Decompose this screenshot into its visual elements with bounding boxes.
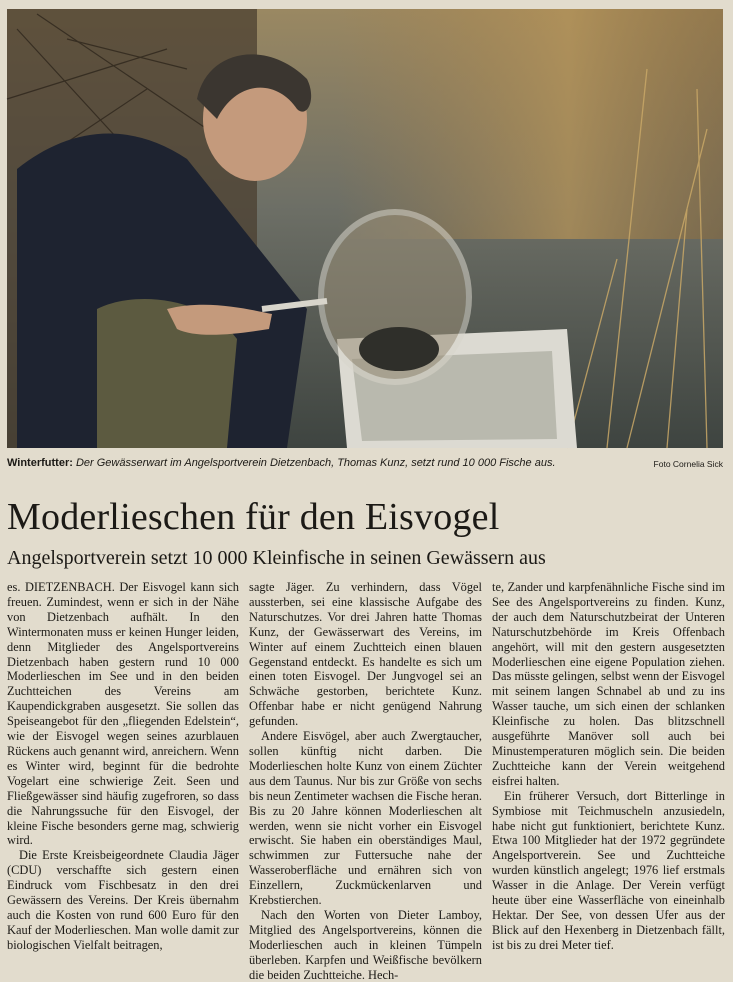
article-subheadline: Angelsportverein setzt 10 000 Kleinfische in seinen Gewässern aus	[7, 547, 546, 569]
paragraph: es. DIETZENBACH. Der Eisvogel kann sich freuen. Zumindest, wenn er sich in der Nähe von Dietzenbach aufhält. In den Wintermonaten muss er keinen Hunger leiden, denn Mitglieder des Angelsportvereins Dietzenbach haben gestern rund 10 000 Moderlieschen im See und in den beiden Zuchtteichen des Vereins am Kaupendickgraben ausgesetzt. Sie sollen das Speiseangebot für den „fliegenden Edelstein“, wie der Eisvogel wegen seines azurblauen Rückens auch genannt wird, anreichern. Wenn es Winter wird, beginnt für die bedrohte Vogelart eine schwierige Zeit. Seen und Fließgewässer sind häufig zugefroren, so dass die Nahrungssuche für den Eisvogel, der kleine Fische besonders gerne mag, schwierig wird.	[7, 580, 239, 848]
paragraph: Die Erste Kreisbeigeordnete Claudia Jäger (CDU) verschaffte sich gestern einen Eindruck vom Fischbesatz in den drei Gewässern des Vereins. Der Kreis übernahm auch die Kosten von rund 600 Euro für den Kauf der Moderlieschen. Man wolle damit zur biologischen Vielfalt beitragen,	[7, 848, 239, 952]
photo-scene-icon	[7, 9, 723, 448]
paragraph: Andere Eisvögel, aber auch Zwergtaucher, sollen künftig nicht darben. Die Moderlieschen holte Kunz von einem Züchter aus dem Taunus. Nur bis zur Größe von sechs bis neun Zentimeter wachsen die Fische heran. Bis zu 20 Jahre können Moderlieschen alt werden, wenn sie nicht vorher ein Eisvogel erwischt. Sie haben ein oberständiges Maul, schwimmen zur Futtersuche nahe der Wasseroberfläche und ernähren sich von Einzellern, Zuckmückenlarven und Krebstierchen.	[249, 729, 482, 908]
article-headline: Moderlieschen für den Eisvogel	[7, 496, 500, 538]
photo-credit: Foto Cornelia Sick	[653, 459, 723, 469]
article-column-2	[249, 580, 482, 982]
article-column-3	[492, 580, 725, 968]
article-photo	[7, 9, 723, 448]
article-column-1	[7, 580, 239, 968]
photo-caption	[7, 455, 723, 471]
caption-text: Der Gewässerwart im Angelsportverein Dietzenbach, Thomas Kunz, setzt rund 10 000 Fische aus.	[72, 457, 556, 469]
caption-lead: Winterfutter:	[7, 457, 73, 469]
paragraph: Ein früherer Versuch, dort Bitterlinge in Symbiose mit Teichmuscheln anzusiedeln, habe nicht gut funktioniert, berichtete Kunz. Etwa 100 Mitglieder hat der 1972 gegründete Angelsportverein. See und Zuchtteiche wurden künstlich angelegt; 1976 lief erstmals Wasser in die Anlage. Der Verein verfügt heute über eine Wasserfläche von eineinhalb Hektar. Der See, von dessen Ufer aus der Blick auf den Hexenberg in Dietzenbach fällt, ist bis zu drei Meter tief.	[492, 788, 725, 952]
paragraph: te, Zander und karpfenähnliche Fische sind im See des Angelsportvereins zu finden. Kunz, der auch dem Naturschutzbeirat der Unteren Naturschutzbehörde im Kreis Offenbach angehört, will mit den gestern ausgesetzten Moderlieschen eine eigene Population ziehen. Das müsste gelingen, selbst wenn der Eisvogel mit seinem langen Schnabel ab und zu ins Wasser tauche, um sich einen der schlanken Kleinfische zu holen. Das blitzschnell ausgeführte Manöver soll auch bei Minustemperaturen möglich sein. Die beiden Zuchtteiche kann der Verein weitgehend eisfrei halten.	[492, 580, 725, 788]
paragraph: sagte Jäger. Zu verhindern, dass Vögel aussterben, sei eine klassische Aufgabe des Naturschutzes. Vor drei Jahren hatte Thomas Kunz, der Gewässerwart des Vereins, im Winter auf einem Zuchtteich einen blauen Gegenstand entdeckt. Es handelte es sich um einen toten Eisvogel. Der Jungvogel sei an Schwäche gestorben, berichtete Kunz. Offenbar habe er nicht genügend Nahrung gefunden.	[249, 580, 482, 729]
paragraph: Nach den Worten von Dieter Lamboy, Mitglied des Angelsportvereins, können die Moderlieschen auch in kleinen Tümpeln überleben. Karpfen und Weißfische bevölkern die beiden Zuchtteiche. Hech-	[249, 907, 482, 982]
